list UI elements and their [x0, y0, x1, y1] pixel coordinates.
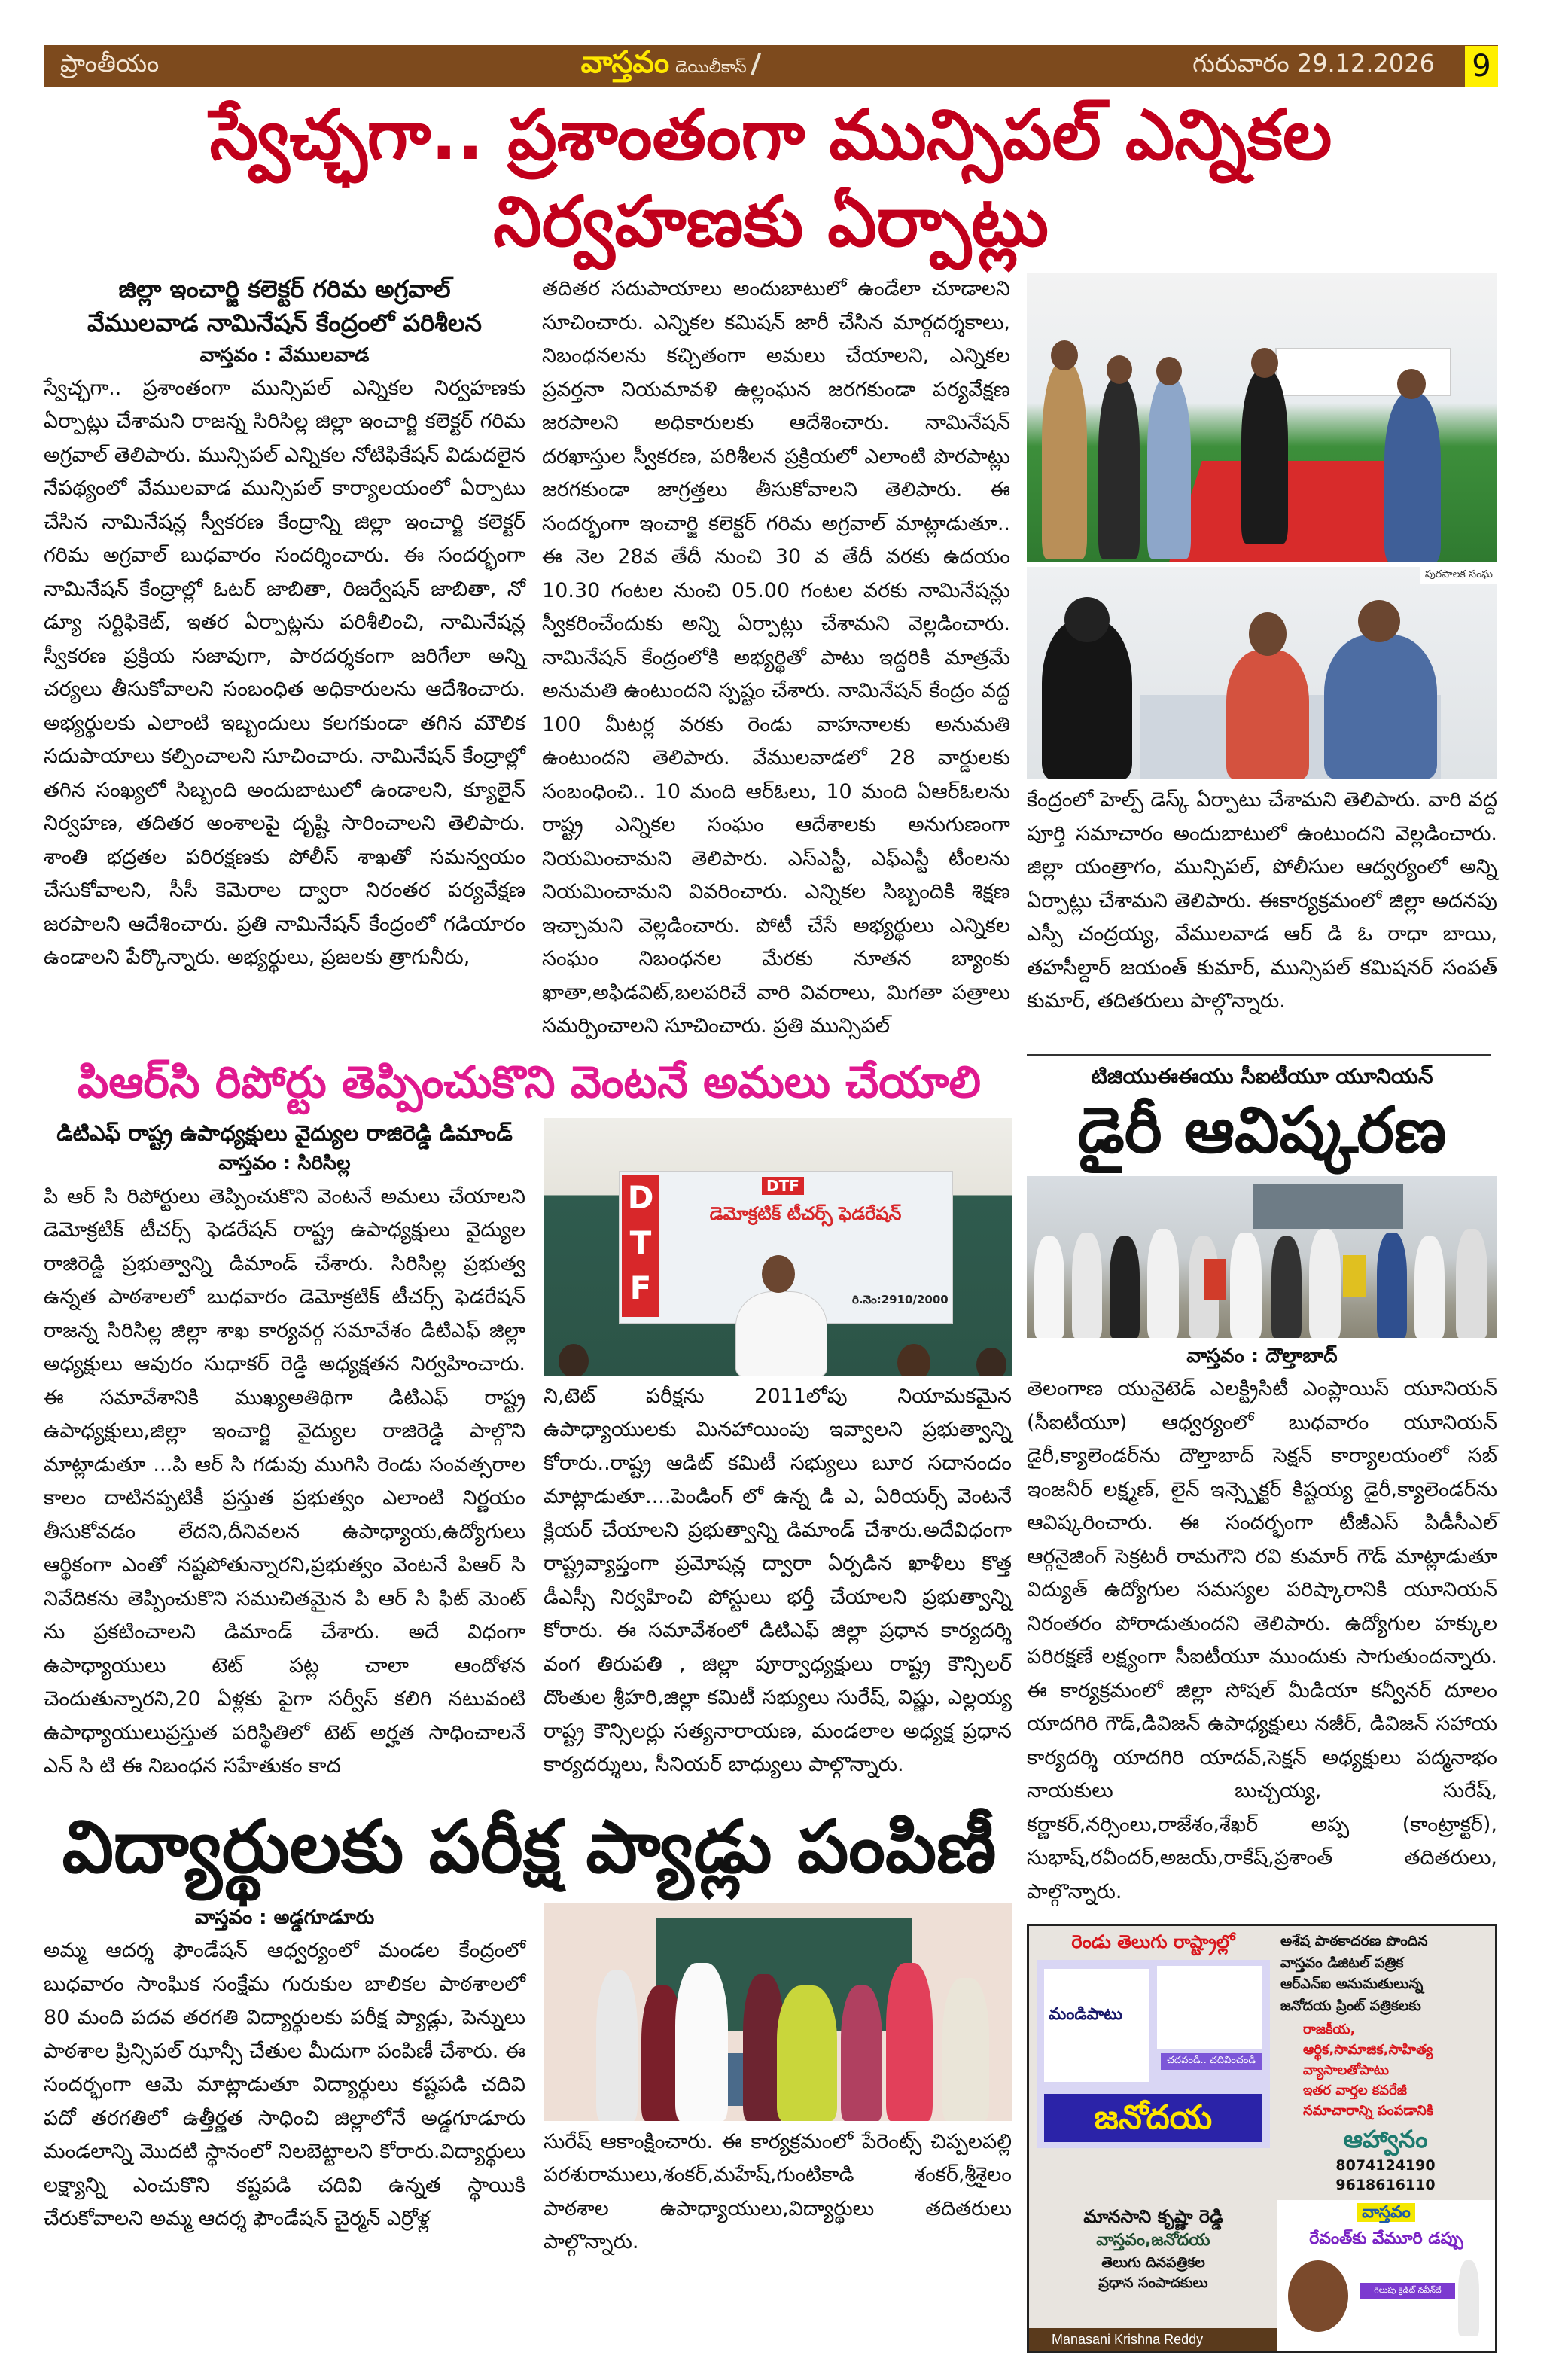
clip-headline: రేవంత్‌కు వేమూరి డప్పు [1309, 2229, 1463, 2248]
story4-headline: విద్యార్థులకు పరీక్ష ప్యాడ్లు పంపిణీ [62, 1804, 997, 1889]
story4-column-2: సురేష్ ఆకాంక్షించారు. ఈ కార్యక్రమంలో పేరెంట్స్ చిప్పలపల్లి పరశురాములు,శంకర్,మహేష్,గుంటికాడి శంకర్,శ్రీశైలం పాఠశాల ఉపాధ్యాయులు,విద్యార్థులు తదితరులు పాల్గొన్నారు. [544, 2129, 1012, 2254]
story2-subhead: డిటిఎఫ్ రాష్ట్ర ఉపాధ్యక్షులు వైద్యుల రాజిరెడ్డి డిమాండ్ [56, 1120, 513, 1146]
ad-phone: 9618616110 [1335, 2177, 1436, 2194]
ad-vastavam-clipping [1277, 2200, 1495, 2351]
ad-line: ఆర్ఎన్ఐ అనుమతులున్న [1280, 1976, 1424, 1993]
main-headline: స్వేచ్ఛగా.. ప్రశాంతంగా మున్సిపల్ ఎన్నికల నిర్వహణకు ఏర్పాట్లు [209, 95, 1332, 262]
ad-invite: ఆహ్వానం [1343, 2125, 1428, 2154]
story1-dateline: వాస్తవం : వేములవాడ [199, 343, 370, 367]
ad-line: ఆర్థిక,సామాజిక,సాహిత్య [1303, 2042, 1433, 2059]
ad-top [1029, 1926, 1495, 2200]
clip-logo: వాస్తవం [1357, 2203, 1415, 2222]
janodaya-advertisement [1027, 1924, 1497, 2353]
ad-line: వ్యాసాలతోపాటు [1303, 2062, 1389, 2079]
story1-left-column [44, 273, 525, 1044]
story1-subhead-1: జిల్లా ఇంచార్జి కలెక్టర్ గరిమ అగ్రవాల్ [118, 275, 451, 303]
ad-top-left [1029, 1926, 1277, 2200]
collage-brand: జనోదయ [1044, 2094, 1262, 2142]
story3-dateline: వాస్తవం : దౌల్తాబాద్ [1186, 1344, 1338, 1367]
story2 [44, 1118, 1015, 1784]
story4 [44, 1903, 1015, 2260]
story2-headline: పిఆర్‌సి రిపోర్టు తెప్పించుకొని వెంటనే అమలు చేయాలి [78, 1056, 981, 1108]
story1-column-1: స్వేచ్ఛగా.. ప్రశాంతంగా మున్సిపల్ ఎన్నికల నిర్వహణకు ఏర్పాట్లు చేశామని రాజన్న సిరిసిల్ల జిల్లా ఇంచార్జి కలెక్టర్ గరిమ అగ్రవాల్ తెలిపారు. మున్సిపల్ ఎన్నికల నోటిఫికేషన్ విడుదలైన నేపథ్యంలో వేములవాడ మున్సిపల్ కార్యాలయంలో ఏర్పాటు చేసిన నామినేషన్ల స్వీకరణ కేంద్రాన్ని జిల్లా ఇంచార్జి కలెక్టర్ గరిమ అగ్రవాల్ బుధవారం సందర్శించారు. ఈ సందర్భంగా నామినేషన్ కేంద్రాల్లో ఓటర్ జాబితా, రిజర్వేషన్ జాబితా, నో డ్యూ సర్టిఫికెట్, ఇతర ఏర్పాట్లను పరిశీలించి, నామినేషన్ల స్వీకరణ ప్రక్రియ సజావుగా, పారదర్శకంగా జరిగేలా అన్ని చర్యలు తీసుకోవాలని సంబంధిత అధికారులను ఆదేశించారు. అభ్యర్థులకు ఎలాంటి ఇబ్బందులు కలగకుండా తగిన మౌలిక సదుపాయాలు కల్పించాలని సూచించారు. నామినేషన్ కేంద్రాల్లో తగిన సంఖ్యలో సిబ్బంది అందుబాటులో ఉండాలని, క్యూలైన్ నిర్వహణ, తదితర అంశాలపై దృష్టి సారించాలని తెలిపారు. శాంతి భద్రతల పరిరక్షణకు పోలీస్ శాఖతో సమన్వయం చేసుకోవాలని, సీసీ కెమెరాల ద్వారా నిరంతర పర్యవేక్షణ జరపాలని ఆదేశించారు. ప్రతి నామినేషన్ కేంద్రంలో గడియారం ఉండాలని పేర్కొన్నారు. అభ్యర్థులు, ప్రజలకు త్రాగునీరు, [44, 376, 525, 970]
logo-tagline: డెయిలీకాస్ [675, 58, 747, 77]
lower-left-area [44, 1054, 1015, 2353]
story3-photo-diary-launch [1027, 1176, 1497, 1338]
ad-role-1: తెలుగు దినపత్రికల [1101, 2254, 1205, 2272]
ad-english-name: Manasani Krishna Reddy [1029, 2328, 1277, 2351]
ad-line: రాజకీయ, [1303, 2022, 1356, 2038]
ad-line: సమాచారాన్ని పంపడానికి [1303, 2103, 1434, 2119]
clip-box: గెలుపు క్రెడిట్ నవీన్‌దే [1360, 2283, 1455, 2299]
ad-line: వాస్తవం డిజిటల్ పత్రిక [1280, 1954, 1404, 1971]
newspaper-page [44, 0, 1513, 2353]
dtf-banner-title: డెమోక్రటిక్ టీచర్స్ ఫెడరేషన్ [665, 1202, 945, 1226]
story1-column-3: కేంద్రంలో హెల్ప్ డెస్క్ ఏర్పాటు చేశామని తెలిపారు. వారి వద్ద పూర్తి సమాచారం అందుబాటులో ఉంటుందని వెల్లడించారు. జిల్లా యంత్రాగం, మున్సిపల్, పోలీసుల ఆద్వర్యంలో అన్ని ఏర్పాట్లు చేశామని తెలిపారు. ఈకార్యక్రమంలో జిల్లా అదనపు ఎస్పీ చంద్రయ్య, వేములవాడ ఆర్ డి ఓ రాధా బాయి, తహసీల్దార్ జయంత్ కుమార్, మున్సిపల్ కమిషనర్ సంపత్ కుమార్, తదితరులు పాల్గొన్నారు. [1027, 788, 1497, 1013]
story4-right-column [544, 1903, 1012, 2260]
lower-right-column [1027, 1054, 1497, 2353]
story2-column-1: పి ఆర్ సి రిపోర్టులు తెప్పించుకొని వెంటనే అమలు చేయాలని డెమోక్రటిక్ టీచర్స్ ఫెడరేషన్ రాష్ట్ర ఉపాధ్యక్షులు వైద్యుల రాజిరెడ్డి ప్రభుత్వాన్ని డిమాండ్ చేశారు. సిరిసిల్ల ప్రభుత్వ ఉన్నత పాఠశాలలో బుధవారం డెమోక్రటిక్ టీచర్స్ ఫెడరేషన్ రాజన్న సిరిసిల్ల జిల్లా శాఖ కార్యవర్గ సమావేశం డిటిఎఫ్ జిల్లా అధ్యక్షులు ఆవురం సుధాకర్ రెడ్డి అధ్యక్షతన నిర్వహించారు. ఈ సమావేశానికి ముఖ్యఅతిథిగా డిటిఎఫ్ రాష్ట్ర ఉపాధ్యక్షులు,జిల్లా ఇంచార్జి వైద్యుల రాజిరెడ్డి పాల్గొని మాట్లాడుతూ ...పి ఆర్ సి గడువు ముగిసి రెండు సంవత్సరాల కాలం దాటినప్పటికీ ప్రస్తుత ప్రభుత్వం ఎలాంటి నిర్ణయం తీసుకోవడం లేదని,దీనివలన ఉపాధ్యాయ,ఉద్యోగులు ఆర్థికంగా ఎంతో నష్టపోతున్నారని,ప్రభుత్వం వెంటనే పిఆర్ సి నివేదికను తెప్పించుకొని సముచితమైన పి ఆర్ సి ఫిట్ మెంట్ ను ప్రకటించాలని డిమాండ్ చేశారు. అదే విధంగా ఉపాధ్యాయులు టెట్ పట్ల చాలా ఆందోళన చెందుతున్నారని,20 ఏళ్లకు పైగా సర్వీస్ కలిగి నటువంటి ఉపాధ్యాయులుప్రస్తుత పరిస్థితిలో టెట్ అర్హత సాధించాలనే ఎన్ సి టి ఈ నిబంధన సహేతుకం కాద [44, 1184, 525, 1778]
issue-date: గురువారం 29.12.2026 [1192, 49, 1435, 78]
collage-tagline: చదవండి.. చదివించండి [1161, 2053, 1262, 2070]
story2-left-column [44, 1118, 525, 1784]
ad-phones [1280, 2156, 1491, 2196]
bird-icon [750, 53, 775, 75]
photo-banner-text: పురపాలక సంఘ [1420, 567, 1497, 584]
story2-photo-dtf-meeting [544, 1118, 1012, 1376]
ad-red-lines [1280, 2019, 1491, 2121]
ad-line: అశేష పాఠకాదరణ పొందిన [1280, 1933, 1428, 1950]
ad-papers: వాస్తవం,జనోదయ [1096, 2231, 1210, 2250]
collage-headline: మండిపాటు [1049, 2005, 1122, 2025]
story1-photo-inspection [1027, 273, 1497, 562]
ad-red-top: రెండు తెలుగు రాష్ట్రాల్లో [1071, 1931, 1235, 1953]
story1-subhead-2: వేములవాడ నామినేషన్ కేంద్రంలో పరిశీలన [87, 308, 482, 337]
clip-picture [1277, 2253, 1495, 2336]
story4-dateline: వాస్తవం : అడ్డగూడూరు [194, 1906, 375, 1929]
clip-logo-wrap [1277, 2200, 1495, 2226]
story2-column-2: ని,టెట్ పరీక్షను 2011లోపు నియామకమైన ఉపాధ్యాయులకు మినహాయింపు ఇవ్వాలని ప్రభుత్వాన్ని కోరారు..రాష్ట్ర ఆడిట్ కమిటీ సభ్యులు బూర సదానందం మాట్లాడుతూ....పెండింగ్ లో ఉన్న డి ఎ, ఏరియర్స్ వెంటనే క్లియర్ చేయాలని ప్రభుత్వాన్ని డిమాండ్ చేశారు.అదేవిధంగా రాష్ట్రవ్యాప్తంగా ప్రమోషన్ల ద్వారా ఏర్పడిన ఖాళీలు కొత్త డీఎస్సీ నిర్వహించి పోస్టులు భర్తీ చేయాలని ప్రభుత్వాన్ని కోరారు. ఈ సమావేశంలో డిటిఎఫ్ జిల్లా ప్రధాన కార్యదర్శి వంగ తిరుపతి , జిల్లా పూర్వాధ్యక్షులు రాష్ట్ర కౌన్సిలర్ దొంతుల శ్రీహరి,జిల్లా కమిటీ సభ్యులు సురేష్, విష్ణు, ఎల్లయ్య రాష్ట్ర కౌన్సిలర్లు సత్యనారాయణ, మండలాల అధ్యక్ష ప్రధాన కార్యదర్శులు, సీనియర్ బాధ్యులు పాల్గొన్నారు. [544, 1384, 1012, 1777]
header-right [1192, 46, 1498, 87]
masthead-logo [581, 45, 771, 87]
story1-photo-helpdesk [1027, 567, 1497, 779]
story1-right-column [1027, 273, 1497, 1044]
ad-newspaper-collage [1037, 1960, 1270, 2148]
ad-editor-block [1029, 2200, 1277, 2351]
story2-dateline: వాస్తవం : సిరిసిల్ల [218, 1152, 351, 1175]
dtf-banner-side: DTF [622, 1175, 659, 1317]
section-label: ప్రాంతీయం [60, 49, 160, 78]
ad-top-right [1277, 1926, 1495, 2200]
story1-column-2: తదితర సదుపాయాలు అందుబాటులో ఉండేలా చూడాలని సూచించారు. ఎన్నికల కమిషన్ జారీ చేసిన మార్గదర్శకాలు, నిబంధనలను కచ్చితంగా అమలు చేయాలని, ఎన్నికల ప్రవర్తనా నియమావళి ఉల్లంఘన జరగకుండా పర్యవేక్షణ జరపాలని అధికారులకు ఆదేశించారు. నామినేషన్ దరఖాస్తుల స్వీకరణ, పరిశీలన ప్రక్రియలో ఎలాంటి పొరపాట్లు జరగకుండా జాగ్రత్తలు తీసుకోవాలని తెలిపారు. ఈ సందర్భంగా ఇంచార్జి కలెక్టర్ గరిమ అగ్రవాల్ మాట్లాడుతూ.. ఈ నెల 28వ తేదీ నుంచి 30 వ తేదీ వరకు ఉదయం 10.30 గంటల నుంచి 05.00 గంటల వరకు నామినేషన్లు స్వీకరించేందుకు అన్ని ఏర్పాట్లు చేశామని వెల్లడించారు. నామినేషన్ కేంద్రంలోకి అభ్యర్థితో పాటు ఇద్దరికి మాత్రమే అనుమతి ఉంటుందని స్పష్టం చేశారు. నామినేషన్ కేంద్రం వద్ద 100 మీటర్ల వరకు రెండు వాహనాలకు అనుమతి ఉంటుందని తెలిపారు. వేములవాడలో 28 వార్డులకు సంబంధించి.. 10 మంది ఆర్‌ఓలు, 10 మంది ఏఆర్‌ఓలను రాష్ట్ర ఎన్నికల సంఘం ఆదేశాలకు అనుగుణంగా నియమించామని తెలిపారు. ఎస్ఎస్టీ, ఎఫ్ఎస్టీ టీంలను నియమించామని వివరించారు. ఎన్నికల సిబ్బందికి శిక్షణ ఇచ్చామని వెల్లడించారు. పోటీ చేసే అభ్యర్థులు ఎన్నికల సంఘం నిబంధనల మేరకు నూతన బ్యాంకు ఖాతా,అఫిడవిట్,బలపరిచే వారి వివరాలు, మిగతా పత్రాలు సమర్పించాలని సూచించారు. ప్రతి మున్సిపల్ [542, 277, 1010, 1038]
story3-body: తెలంగాణ యునైటెడ్ ఎలక్ట్రిసిటీ ఎంప్లాయిస్ యూనియన్ (సీఐటీయూ) ఆధ్వర్యంలో బుధవారం యూనియన్ డైరీ,క్యాలెండర్‌ను దౌల్తాబాద్ సెక్షన్ కార్యాలయంలో సబ్ ఇంజనీర్ లక్ష్మణ్, లైన్ ఇన్స్పెక్టర్ కిష్టయ్య డైరీ,క్యాలెండర్‌ను ఆవిష్కరించారు. ఈ సందర్భంగా టీజీఎస్ పిడీసీఎల్ ఆర్గనైజింగ్ సెక్రటరీ రామగౌని రవి కుమార్ గౌడ్ మాట్లాడుతూ విద్యుత్ ఉద్యోగుల సమస్యల పరిష్కారానికి యూనియన్ నిరంతరం పోరాడుతుందని తెలిపారు. ఉద్యోగుల హక్కుల పరిరక్షణే లక్ష్యంగా సీఐటీయూ ముందుకు సాగుతుందన్నారు. ఈ కార్యక్రమంలో జిల్లా సోషల్ మీడియా కన్వీనర్ దూలం యాదగిరి గౌడ్,డివిజన్ ఉపాధ్యక్షులు నజీర్, డివిజన్ సహాయ కార్యదర్శి యాదగిరి యాదవ్,సెక్షన్ అధ్యక్షులు పద్మనాభం నాయకులు బుచ్చయ్య, సురేష్, కర్ణాకర్,నర్సింలు,రాజేశం,శేఖర్ అప్ప (కాంట్రాక్టర్), సుభాష్,రవీందర్,అజయ్,రాకేష్,ప్రశాంత్ తదితరులు, పాల్గొన్నారు. [1027, 1377, 1497, 1903]
story1 [44, 273, 1497, 1044]
ad-line: జనోదయ ప్రింట్ పత్రికలకు [1280, 1997, 1421, 2014]
section-divider [1027, 1054, 1491, 1056]
story3-headline: డైరీ ఆవిష్కరణ [1077, 1092, 1447, 1167]
ad-line: ఇతర వార్తల కవరేజీ [1303, 2083, 1407, 2099]
story4-column-1: అమ్మ ఆదర్శ ఫౌండేషన్ ఆధ్వర్యంలో మండల కేంద్రంలో బుధవారం సాంఘిక సంక్షేమ గురుకుల బాలికల పాఠశాలలో 80 మంది పదవ తరగతి విద్యార్థులకు పరీక్ష ప్యాడ్లు, పెన్నులు పాఠశాల ప్రిన్సిపల్ ఝాన్సీ చేతుల మీదుగా పంపిణీ చేశారు. ఈ సందర్భంగా ఆమె మాట్లాడుతూ విద్యార్థులు కష్టపడి చదివి పదో తరగతిలో ఉత్తీర్ణత సాధించి జిల్లాలోనే అడ్డగూడూరు మండలాన్ని మొదటి స్థానంలో నిలబెట్టాలని కోరారు.విద్యార్థులు లక్ష్యాన్ని ఎంచుకొని కష్టపడి చదివి ఉన్నత స్థాయికి చేరుకోవాలని అమ్మ ఆదర్శ ఫౌండేషన్ చైర్మన్ ఎర్రోళ్ల [44, 1939, 525, 2231]
dtf-banner-reg: రి.నెం:2910/2000 [852, 1293, 949, 1309]
ad-role-2: ప్రధాన సంపాదకులు [1098, 2274, 1208, 2291]
lower-section [44, 1054, 1497, 2353]
ad-bottom [1029, 2200, 1495, 2351]
page-header [44, 45, 1498, 87]
story2-right-column [544, 1118, 1012, 1784]
story3-kicker: టిజియుఈఈయు సీఐటీయూ యూనియన్ [1091, 1063, 1433, 1089]
story4-left-column [44, 1903, 525, 2260]
dtf-banner-logo: DTF [762, 1177, 804, 1195]
ad-phone: 8074124190 [1335, 2156, 1436, 2174]
story4-photo-pad-distribution [544, 1903, 1012, 2121]
page-number: 9 [1465, 46, 1498, 87]
ad-editor-name: మానసాని కృష్ణా రెడ్డి [1083, 2205, 1223, 2227]
logo-text: వాస్తవం [580, 45, 670, 80]
